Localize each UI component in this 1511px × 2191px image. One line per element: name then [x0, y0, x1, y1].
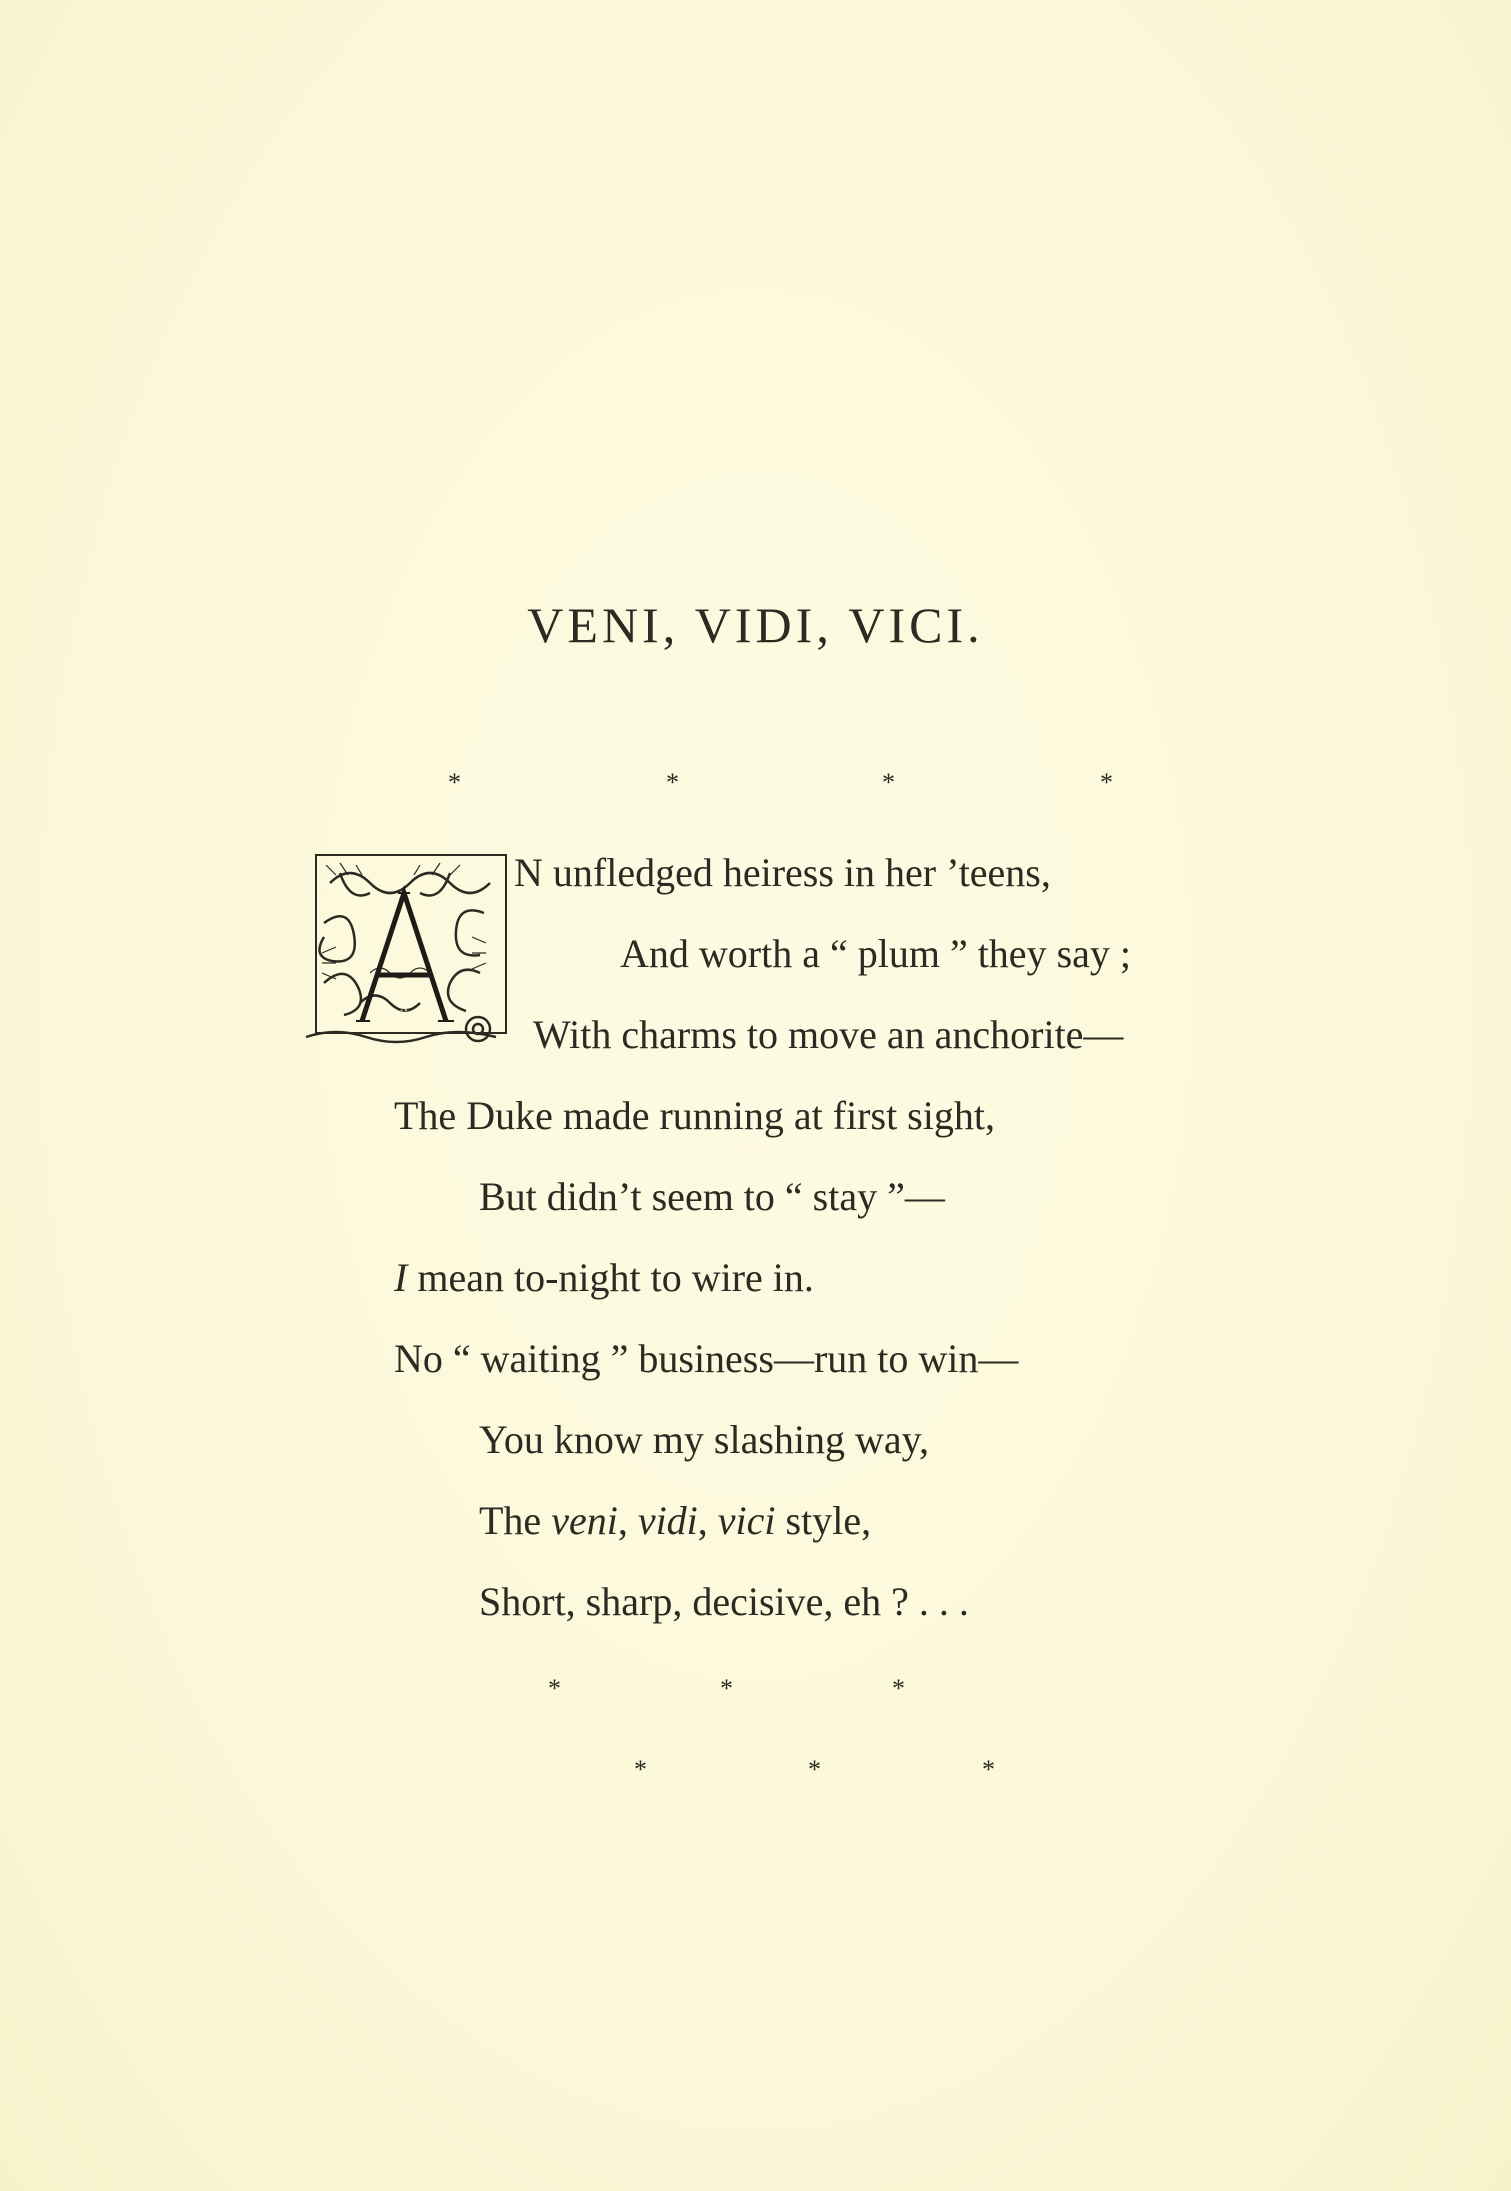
asterisk: *: [808, 1755, 821, 1784]
italic-word: vici: [717, 1498, 776, 1543]
poem-line-10: Short, sharp, decisive, eh ? . . .: [479, 1579, 969, 1624]
asterisk: *: [666, 768, 679, 797]
line-text: ,: [617, 1498, 638, 1543]
poem-line-7: No “ waiting ” business—run to win—: [394, 1336, 1019, 1381]
ornamental-dropcap-a: [300, 853, 508, 1048]
poem-line-2: And worth a “ plum ” they say ;: [620, 931, 1131, 976]
asterisk: *: [720, 1674, 733, 1703]
poem-line-1: N unfledged heiress in her ’teens,: [514, 850, 1051, 895]
asterisk: *: [982, 1755, 995, 1784]
asterisk: *: [634, 1755, 647, 1784]
italic-word: I: [394, 1255, 408, 1300]
dropcap-letter: A: [400, 1003, 408, 1014]
line-text: The: [479, 1498, 552, 1543]
line-text: ,: [697, 1498, 718, 1543]
poem-line-3: With charms to move an anchorite—: [533, 1012, 1124, 1057]
asterisk: *: [548, 1674, 561, 1703]
asterisk: *: [892, 1674, 905, 1703]
poem-title: VENI, VIDI, VICI.: [527, 597, 984, 653]
italic-word: vidi: [637, 1498, 698, 1543]
line-text: style,: [775, 1498, 872, 1543]
line-text: mean to-night to wire in.: [407, 1255, 814, 1300]
poem-line-4: The Duke made running at first sight,: [394, 1093, 995, 1138]
poem-line-6: [394, 1255, 814, 1300]
poem-line-5: But didn’t seem to “ stay ”—: [479, 1174, 945, 1219]
poem-line-8: You know my slashing way,: [479, 1417, 930, 1462]
italic-word: veni: [551, 1498, 618, 1543]
poem-line-9: [479, 1498, 872, 1543]
asterisk: *: [448, 768, 461, 797]
asterisk: *: [1100, 768, 1113, 797]
asterisk: *: [882, 768, 895, 797]
